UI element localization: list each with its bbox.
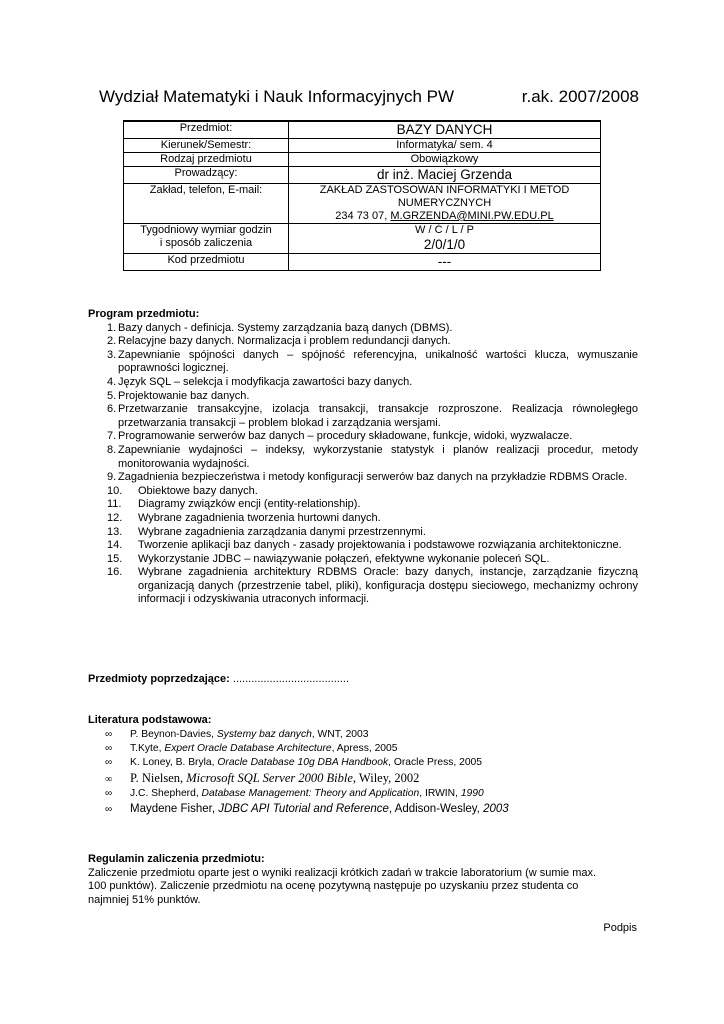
hours-header: W / Ć / L / P [415,224,474,236]
program-section [88,308,638,607]
program-item-number: 1. [107,321,117,334]
literature-publisher: , Addison-Wesley, [388,802,484,815]
infinity-bullet-icon: ∞ [105,743,113,754]
program-item-number: 15. [107,552,123,565]
infinity-bullet-icon: ∞ [105,788,113,800]
literature-item [105,728,638,742]
literature-item [105,771,638,787]
hours-cell [289,224,601,254]
prereq-value: ...................................... [229,673,350,685]
lecturer-label: Prowadzący: [124,167,289,184]
faculty-title: Wydział Matematyki i Nauk Informacyjnych PW [99,87,455,106]
prereq-label: Przedmioty poprzedzające: [88,673,230,685]
table-row [124,153,601,167]
program-item [107,349,638,376]
literature-title: Systemy baz danych [216,728,312,740]
program-item [107,485,638,499]
literature-publisher: , Wiley, 2002 [352,770,420,785]
program-item-text: Obiektowe bazy danych. [138,484,258,497]
program-item-text: Diagramy związków encji (entity-relationship). [138,498,361,511]
program-item-text: Wybrane zagadnienia zarządzania danymi przestrzennymi. [138,525,426,538]
contact-dept-line2: NUMERYCZNYCH [397,197,492,209]
literature-year: 2003 [483,802,509,815]
literature-author: P. Nielsen, [130,770,187,785]
program-item [107,430,638,444]
literature-title: Oracle Database 10g DBA Handbook [217,757,389,769]
academic-year: r.ak. 2007/2008 [521,87,639,106]
hours-label-line2: i sposób zaliczenia [159,237,253,249]
program-item-text: Relacyjne bazy danych. Normalizacja i problem redundancji danych. [118,335,451,348]
literature-publisher: , Apress, 2005 [331,743,398,754]
program-item-number: 7. [107,430,117,443]
program-item-number: 13. [107,525,123,538]
hours-value: 2/0/1/0 [423,237,466,252]
contact-phone-email [291,210,598,223]
table-row [124,254,601,271]
program-item-text: Wybrane zagadnienia tworzenia hurtowni danych. [138,511,381,524]
infinity-bullet-icon: ∞ [105,728,113,740]
hours-label-line1: Tygodniowy wymiar godzin [140,224,272,236]
literature-item [105,742,638,756]
rules-section [88,853,638,907]
literature-entry [130,787,484,801]
program-item-number: 3. [107,348,117,361]
infinity-bullet-icon: ∞ [105,773,113,785]
literature-entry [130,802,509,816]
prereq-section [88,673,638,687]
program-item [107,444,638,471]
program-item [107,471,638,485]
literature-title: Literatura podstawowa: [88,714,212,726]
contact-phone: 234 73 07, [335,210,391,222]
course-info-table [123,120,601,271]
literature-author: J.C. Shepherd, [130,788,202,800]
literature-year: 1990 [460,788,484,800]
program-item-number: 11. [107,498,122,511]
literature-title: JDBC API Tutorial and Reference [218,802,389,815]
code-value: --- [289,254,601,271]
literature-entry [130,771,419,785]
literature-entry [130,756,482,770]
contact-dept-line1: ZAKŁAD ZASTOSOWAŃ INFORMATYKI I METOD [319,184,570,196]
program-item [107,403,638,430]
program-item-number: 12. [107,511,123,524]
program-item [107,335,638,349]
literature-publisher: , IRWIN, [419,788,461,800]
program-item [107,553,638,567]
program-item-text: Zagadnienia bezpieczeństwa i metody konfiguracji serwerów baz danych na przykładzie RDBMS Oracle. [118,471,628,484]
table-row [124,167,601,184]
program-item [107,526,638,540]
program-item-text: Tworzenie aplikacji baz danych - zasady projektowania i podstawowe rozwiązania architektoniczne. [138,539,622,552]
program-list [88,322,638,607]
rules-text: Zaliczenie przedmiotu oparte jest o wyniki realizacji krótkich zadań w trakcie laboratorium (w sumie max. 100 punktów). Zaliczenie przedmiotu na ocenę pozytywną następuje po uzyskaniu przez studenta co najmniej 51% punktów. [88,866,597,906]
program-item-text: Zapewnianie spójności danych – spójność referencyjna, unikalność wartości klucza, wymuszanie poprawności logicznej. [118,348,638,375]
infinity-bullet-icon: ∞ [105,757,113,769]
literature-author: K. Loney, B. Bryla, [130,757,218,769]
literature-item [105,802,638,817]
type-value: Obowiązkowy [289,153,601,167]
program-item-text: Bazy danych - definicja. Systemy zarządzania bazą danych (DBMS). [118,321,453,334]
literature-item [105,787,638,801]
table-row [124,121,601,139]
lecturer-value: dr inż. Maciej Grzenda [289,167,601,184]
contact-cell [289,184,601,224]
field-label: Kierunek/Semestr: [124,139,289,153]
program-item [107,539,638,553]
program-item-number: 9. [107,471,117,484]
literature-entry [130,742,398,756]
program-item-text: Wykorzystanie JDBC – nawiązywanie połączeń, efektywne wykonanie poleceń SQL. [138,552,550,565]
program-item-number: 10. [107,484,123,497]
program-item-text: Programowanie serwerów baz danych – procedury składowane, funkcje, widoki, wyzwalacze. [118,430,573,443]
literature-list [88,728,638,817]
literature-item [105,756,638,770]
program-item [107,376,638,390]
infinity-bullet-icon: ∞ [105,803,113,815]
table-row [124,224,601,254]
signature-label: Podpis [603,922,637,934]
literature-author: T.Kyte, [130,743,165,754]
program-item-number: 4. [107,375,117,388]
program-item-number: 5. [107,389,117,402]
program-item [107,566,638,607]
program-item-text: Zapewnianie wydajności – indeksy, wykorzystanie statystyk i planów realizacji procedur, metody monitorowania wydajności. [118,443,638,470]
program-item-number: 16. [107,566,123,579]
program-item [107,512,638,526]
hours-label [124,224,289,254]
literature-title: Microsoft SQL Server 2000 Bible [186,770,353,785]
contact-label: Zakład, telefon, E-mail: [124,184,289,224]
literature-title: Database Management: Theory and Application [201,788,420,800]
literature-author: P. Beynon-Davies, [130,728,217,740]
program-item-number: 6. [107,403,117,416]
program-title: Program przedmiotu: [88,308,200,320]
page-header [99,87,639,107]
program-item [107,322,638,336]
program-item-text: Wybrane zagadnienia architektury RDBMS Oracle: bazy danych, instancje, zarządzanie fizyczną organizacją danych (przestrzenie tabel, pliki), konfiguracja dostępu sieciowego, mechanizmy ochrony informacji i odzyskiwania utraconych informacji. [138,566,638,606]
literature-title: Expert Oracle Database Architecture [164,743,332,754]
program-item-number: 14. [107,539,123,552]
program-item [107,498,638,512]
subject-value: BAZY DANYCH [289,121,601,139]
type-label: Rodzaj przedmiotu [124,153,289,167]
literature-entry [130,728,368,742]
literature-publisher: , Oracle Press, 2005 [388,757,482,769]
program-item-number: 2. [107,335,117,348]
program-item-text: Język SQL – selekcja i modyfikacja zawartości bazy danych. [118,375,413,388]
literature-author: Maydene Fisher, [130,802,219,815]
program-item-text: Projektowanie baz danych. [118,389,250,402]
field-value: Informatyka/ sem. 4 [289,139,601,153]
program-item-text: Przetwarzanie transakcyjne, izolacja transakcji, transakcje rozproszone. Realizacja równoległego przetwarzania transakcji – problem blokad i zarządzania wersjami. [118,403,638,429]
subject-label: Przedmiot: [124,121,289,139]
literature-section [88,714,638,817]
program-item [107,390,638,404]
program-item-number: 8. [107,443,117,456]
rules-title: Regulamin zaliczenia przedmiotu: [88,853,265,865]
contact-email-link[interactable]: M.GRZENDA@MINI.PW.EDU.PL [390,210,554,222]
table-row [124,184,601,224]
code-label: Kod przedmiotu [124,254,289,271]
table-row [124,139,601,153]
literature-publisher: , WNT, 2003 [311,728,369,740]
